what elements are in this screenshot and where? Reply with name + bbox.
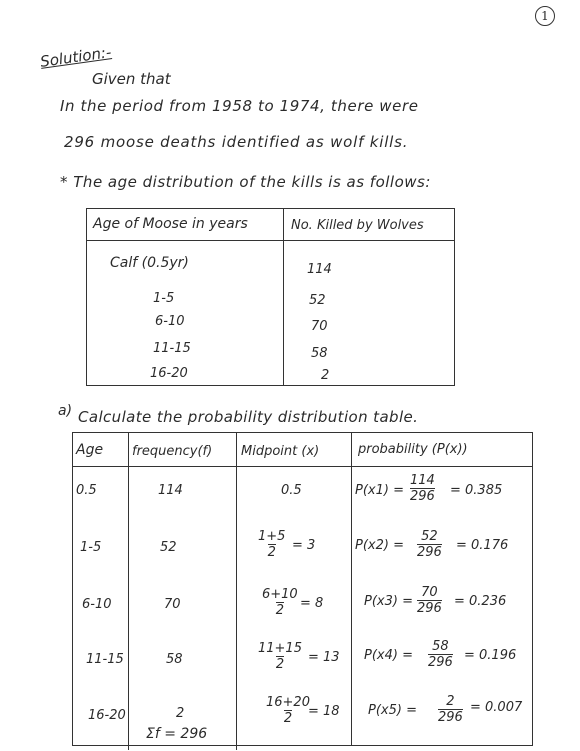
table1-row-age: 11-15 — [153, 341, 191, 356]
table2-row-age: 6-10 — [82, 597, 112, 612]
table2-row-p-value: = 0.236 — [454, 594, 507, 609]
table1-header-killed: No. Killed by Wolves — [291, 218, 424, 233]
table2-row-p-fraction — [438, 695, 463, 725]
table2-col-border — [236, 432, 237, 750]
table2-header-frequency: frequency(f) — [132, 444, 213, 459]
table2-row-p-label: P(x1) = — [355, 483, 404, 498]
intro-line-4: * The age distribution of the kills is as follows: — [60, 173, 431, 191]
table1-row-killed: 2 — [321, 368, 330, 383]
table2-row-p-label: P(x5) = — [368, 703, 417, 718]
p-denominator: 296 — [410, 489, 435, 504]
table2-row-midpoint: = 8 — [300, 596, 324, 611]
table1-bottom-border — [86, 385, 454, 386]
intro-line-3: 296 moose deaths identified as wolf kills. — [64, 133, 409, 151]
table2-bottom-border — [72, 745, 532, 746]
table2-col-border — [128, 432, 129, 750]
table2-row-p-value: = 0.007 — [470, 700, 523, 715]
solution-heading: Solution:- — [39, 43, 113, 71]
p-numerator: 52 — [421, 529, 438, 544]
mid-denominator: 2 — [275, 657, 285, 672]
mid-denominator: 2 — [283, 711, 293, 726]
table2-row-mid-fraction — [258, 642, 302, 672]
table2-row-p-value: = 0.196 — [464, 648, 517, 663]
table2-row-age: 16-20 — [88, 708, 126, 723]
table1-header-age: Age of Moose in years — [93, 216, 248, 232]
table2-row-p-value: = 0.385 — [450, 483, 503, 498]
table2-row-age: 0.5 — [76, 483, 97, 498]
table1-row-age: 1-5 — [153, 291, 175, 306]
table1-left-border — [86, 208, 87, 386]
table2-row-mid-fraction — [258, 530, 285, 560]
table2-header-border — [72, 466, 532, 467]
table2-row-p-fraction — [417, 530, 442, 560]
table2-col-border — [532, 432, 533, 746]
table1-row-killed: 58 — [311, 346, 328, 361]
table1-top-border — [86, 208, 454, 209]
p-numerator: 58 — [432, 639, 449, 654]
table1-header-border — [86, 240, 454, 241]
table2-row-frequency: 58 — [166, 652, 183, 667]
p-numerator: 2 — [446, 694, 455, 709]
table2-row-p-value: = 0.176 — [456, 538, 509, 553]
table2-row-p-fraction — [428, 640, 453, 670]
p-denominator: 296 — [417, 545, 442, 560]
table2-row-frequency: 2 — [176, 706, 185, 721]
table2-row-p-label: P(x4) = — [364, 648, 413, 663]
mid-denominator: 2 — [267, 545, 276, 560]
table2-row-frequency: 52 — [160, 540, 177, 555]
mid-numerator: 11+15 — [258, 641, 302, 656]
table2-row-age: 1-5 — [80, 540, 102, 555]
table2-row-midpoint: = 18 — [308, 704, 340, 719]
intro-line-2: In the period from 1958 to 1974, there were — [60, 97, 419, 115]
table2-col-border — [72, 432, 73, 746]
table2-row-age: 11-15 — [86, 652, 124, 667]
table2-header-age: Age — [76, 442, 104, 458]
mid-numerator: 16+20 — [266, 695, 310, 710]
mid-numerator: 6+10 — [262, 587, 298, 602]
table2-row-mid-fraction — [262, 588, 298, 618]
table2-row-midpoint: = 3 — [292, 538, 316, 553]
table2-header-midpoint: Midpoint (x) — [241, 444, 320, 459]
table1-row-age: 16-20 — [150, 366, 188, 381]
p-denominator: 296 — [417, 601, 442, 616]
table1-right-border — [454, 208, 455, 386]
table2-top-border — [72, 432, 532, 433]
table1-row-killed: 114 — [307, 262, 332, 277]
mid-numerator: 1+5 — [258, 529, 286, 544]
table2-row-midpoint: = 13 — [308, 650, 340, 665]
table2-col-border — [351, 432, 352, 746]
table2-row-p-fraction — [410, 474, 435, 504]
page-number: 1 — [535, 6, 555, 26]
mid-denominator: 2 — [275, 603, 284, 618]
p-numerator: 70 — [421, 585, 438, 600]
frequency-total: Σf = 296 — [146, 726, 208, 742]
part-a-label: a) — [58, 403, 73, 419]
table2-row-frequency: 70 — [164, 597, 181, 612]
intro-line-1: Given that — [92, 70, 171, 88]
table2-row-p-fraction — [417, 586, 442, 616]
part-a-text: Calculate the probability distribution table. — [78, 408, 419, 426]
table2-row-p-label: P(x2) = — [355, 538, 404, 553]
table1-row-killed: 52 — [309, 293, 326, 308]
table2-header-probability: probability (P(x)) — [358, 442, 468, 457]
p-denominator: 296 — [438, 710, 463, 725]
p-numerator: 114 — [410, 473, 435, 488]
p-denominator: 296 — [428, 655, 453, 670]
table2-row-midpoint: 0.5 — [281, 483, 302, 498]
table2-row-p-label: P(x3) = — [364, 594, 413, 609]
table2-row-mid-fraction — [266, 696, 310, 726]
table1-row-age: 6-10 — [155, 314, 185, 329]
table1-mid-border — [283, 208, 284, 386]
table1-row-age: Calf (0.5yr) — [110, 255, 189, 271]
table1-row-killed: 70 — [311, 319, 328, 334]
table2-row-frequency: 114 — [158, 483, 183, 498]
